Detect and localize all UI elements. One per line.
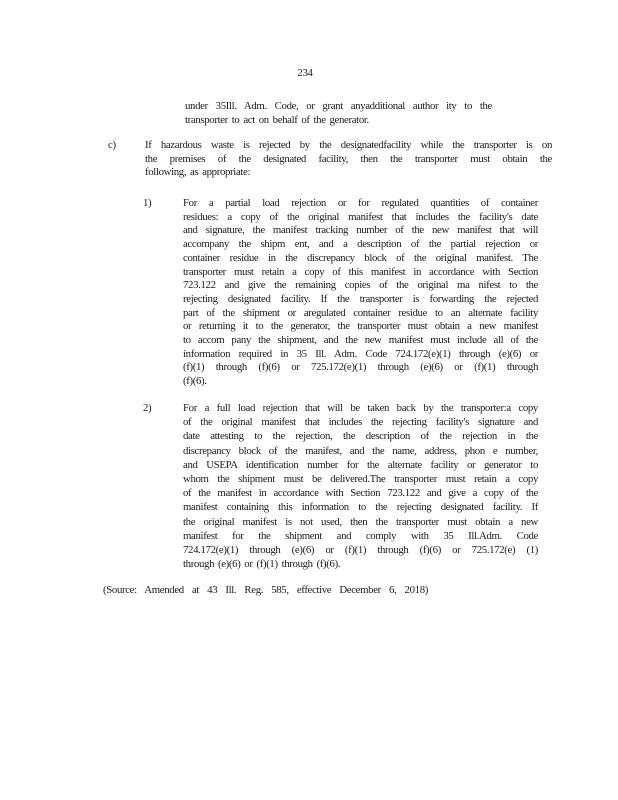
text-line: and USEPA identification number for the alternate facility or generator to <box>183 458 538 471</box>
text-line: transporter to act on behalf of the generator. <box>185 113 369 126</box>
text-line: For a full load rejection that will be taken back by the transporter:a copy <box>183 402 538 414</box>
section-c-body <box>145 139 552 180</box>
text-line: residues: a copy of the original manifest that includes the facility's date <box>183 210 538 223</box>
text-line: date attesting to the rejection, the description of the rejection in the <box>183 430 538 443</box>
text-line: information required in 35 Ill. Adm. Code 724.172(e)(1) through (e)(6) or <box>183 347 538 360</box>
text-line: following, as appropriate: <box>145 166 251 178</box>
list-item-2-label: 2) <box>143 402 152 414</box>
source-note <box>103 584 428 598</box>
text-line: the premises of the designated facility, then the transporter must obtain the <box>145 152 552 165</box>
text-line: container residue in the discrepancy block of the original manifest. The <box>183 251 538 264</box>
text-line: through (e)(6) or (f)(1) through (f)(6). <box>183 558 341 571</box>
text-line: part of the shipment or aregulated container residue to an alternate facility <box>183 306 538 319</box>
text-line: discrepancy block of the manifest, and the name, address, phon e number, <box>183 444 538 457</box>
text-line: 724.172(e)(1) through (e)(6) or (f)(1) through (f)(6) or 725.172(e) (1) <box>183 544 538 557</box>
text-line: accompany the shipm ent, and a description of the partial rejection or <box>183 238 538 251</box>
text-line: transporter must retain a copy of this manifest in accordance with Section <box>183 265 538 278</box>
section-c-label: c) <box>108 139 116 151</box>
text-line: to accom pany the shipment, and the new manifest must include all of the <box>183 334 538 347</box>
text-line: the original manifest is not used, then the transporter must obtain a new <box>183 515 538 528</box>
text-line: For a partial load rejection or for regulated quantities of container <box>183 197 538 209</box>
section-c <box>108 139 552 180</box>
text-line: or returning it to the generator, the transporter must obtain a new manifest <box>183 320 538 333</box>
text-line: whom the shipment must be delivered.The transporter must retain a copy <box>183 473 538 486</box>
list-item-1-label: 1) <box>143 197 152 209</box>
text-line: (f)(1) through (f)(6) or 725.172(e)(1) through (e)(6) or (f)(1) through <box>183 361 538 374</box>
text-line: 723.122 and give the remaining copies of the original ma nifest to the <box>183 279 538 292</box>
list-item-2 <box>143 401 538 571</box>
text-line: If hazardous waste is rejected by the designatedfacility while the transporter is on <box>145 139 552 151</box>
text-line: manifest for the shipment and comply with 35 Ill.Adm. Code <box>183 529 538 542</box>
text-line: of the manifest in accordance with Section 723.122 and give a copy of the <box>183 487 538 500</box>
list-item-1 <box>143 197 538 389</box>
text-line: (Source: Amended at 43 Ill. Reg. 585, effective December 6, 2018) <box>103 584 428 596</box>
text-line: of the original manifest that includes the rejecting facility's signature and <box>183 416 538 429</box>
page-number: 234 <box>297 67 313 79</box>
text-line: and signature, the manifest tracking number of the new manifest that will <box>183 224 538 237</box>
text-line: (f)(6). <box>183 375 207 388</box>
list-item-2-body <box>183 401 538 571</box>
text-line: rejecting designated facility. If the transporter is forwarding the rejected <box>183 292 538 305</box>
paragraph-continuation <box>185 100 492 127</box>
text-line: under 35Ill. Adm. Code, or grant anyadditional author ity to the <box>185 100 492 112</box>
list-item-1-body <box>183 197 538 389</box>
text-line: manifest containing this information to the rejecting designated facility. If <box>183 501 538 514</box>
